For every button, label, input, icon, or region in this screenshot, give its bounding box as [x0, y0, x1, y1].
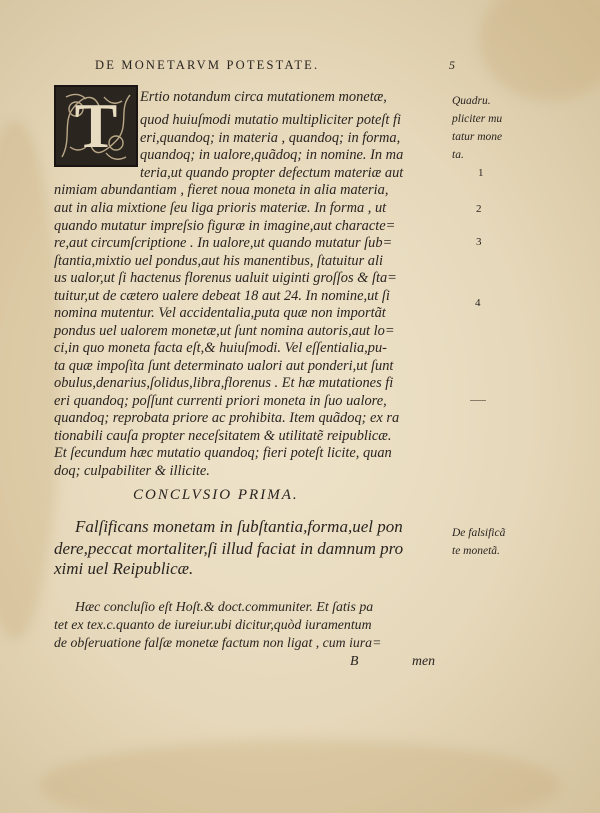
margin-number: 1	[478, 167, 484, 179]
text-line: Ertio notandum circa mutationem monetæ,	[140, 89, 387, 105]
text-line: nomina mutentur. Vel accidentalia,puta quæ non importãt	[54, 305, 386, 321]
conclusion-line: dere,peccat mortaliter,ſi illud faciat in damnum pro	[54, 539, 404, 558]
margin-note: Quadru.	[452, 95, 491, 107]
text-line: us ualor,ut ſi hactenus florenus ualuit uiginti groſſos & ſta=	[54, 270, 397, 286]
margin-note: tatur mone	[452, 131, 503, 143]
margin-number: 4	[475, 297, 481, 309]
margin-note: pliciter mu	[452, 113, 503, 125]
catchword: men	[412, 653, 435, 668]
text-line: quandoq; in ualore,quãdoq; in nomine. In ma	[140, 147, 404, 163]
text-line: aut in alia mixtione ſeu liga prioris materiæ. In forma , ut	[54, 200, 387, 216]
page-number: 5	[449, 58, 455, 72]
conclusion-line: Falſificans monetam in ſubſtantia,forma,uel pon	[75, 517, 403, 536]
text-line: obulus,denarius,ſolidus,libra,florenus . Et hæ mutationes fi	[54, 375, 394, 391]
margin-number: 2	[476, 203, 482, 215]
text-line: ſtantia,mixtio uel pondus,aut his manentibus, ſtatuitur ali	[54, 253, 383, 269]
margin-note: te monetã.	[452, 545, 500, 557]
text-line: eri,quandoq; in materia , quandoq; in forma,	[140, 130, 401, 146]
text-line: eri quandoq; poſſunt currenti priori moneta in ſuo ualore,	[54, 393, 387, 409]
margin-note: ta.	[452, 149, 464, 161]
text-line: ta quæ impoſita ſunt determinato ualori aut ponderi,ut ſunt	[54, 358, 394, 374]
text-line: tionabili cauſa propter neceſsitatem & utilitatẽ reipublicæ.	[54, 428, 392, 444]
text-line: quod huiuſmodi mutatio multipliciter poteſt fi	[140, 112, 402, 128]
conclusion-heading: CONCLVSIO PRIMA.	[133, 487, 299, 503]
text-line: tuitur,ut de cætero ualere debeat 18 aut 24. In nomine,ut ſi	[54, 288, 390, 304]
initial-letter: T	[74, 90, 118, 161]
margin-note: De falsificã	[452, 527, 506, 539]
text-line: Et ſecundum hæc mutatio quandoq; fieri poteſt licite, quan	[54, 445, 392, 461]
margin-number: 3	[476, 236, 482, 248]
text-line: Hæc concluſio eſt Hoſt.& doct.communiter. Et ſatis pa	[75, 599, 374, 614]
text-line: teria,ut quando propter defectum materiæ aut	[140, 165, 404, 181]
text-line: ci,in quo moneta facta eſt,& huiuſmodi. Vel eſſentialia,pu-	[54, 340, 387, 356]
text-line: quando mutatur impreſsio figuræ in imagine,aut characte=	[54, 218, 396, 234]
text-line: de obſeruatione falſæ monetæ factum non ligat , cum iura=	[54, 635, 382, 650]
text-line: re,aut circumſcriptione . In ualore,ut quando mutatur ſub=	[54, 235, 393, 251]
text-line: quandoq; reprobata priore ac prohibita. Item quãdoq; ex ra	[54, 410, 400, 426]
text-line: nimiam abundantiam , fieret noua moneta in alia materia,	[54, 182, 389, 198]
conclusion-line: ximi uel Reipublicæ.	[54, 559, 194, 578]
text-line: tet ex tex.c.quanto de iureiur.ubi dicitur,quòd iuramentum	[54, 617, 372, 632]
signature-mark: B	[350, 653, 359, 668]
text-line: doq; culpabiliter & illicite.	[54, 463, 210, 479]
margin-dash	[470, 400, 486, 401]
running-title: DE MONETARVM POTESTATE.	[95, 58, 320, 72]
text-line: pondus uel ualorem monetæ,ut ſunt nomina autoris,aut lo=	[54, 323, 395, 339]
